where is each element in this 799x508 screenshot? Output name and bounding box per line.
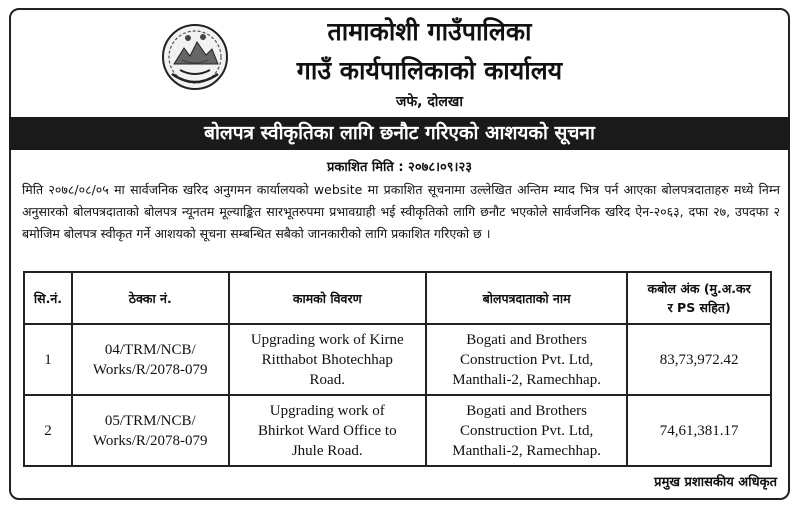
notice-body: मिति २०७८/०८/०५ मा सार्वजनिक खरिद अनुगमन कार्यालयको website मा प्रकाशित सूचनामा उल्लेखित अन्तिम म्याद भित्र पर्न आएका बोलपत्रदाताहरु मध्ये निम्न अनुसारको बोलपत्रदाताको बोलपत्र न्यूनतम मूल्याङ्कित सारभूतरुपमा प्रभावग्राही भई स्वीकृतिको लागि छनौट भएकोले सार्वजनिक खरिद ऐन-२०६३, दफा २७, उपदफा २ बमोजिम बोलपत्र स्वीकृत गर्ने आशयको सूचना सम्बन्धित सबैको जानकारीको लागि प्रकाशित गरिएको छ । — [22, 182, 780, 241]
table-row — [24, 395, 771, 466]
row-contract: 05/TRM/NCB/ Works/R/2078-079 — [72, 395, 229, 466]
table-header-row — [24, 272, 771, 324]
published-date: प्रकाशित मिति : २०७८।०९।२३ — [327, 160, 472, 175]
bid-table — [23, 271, 772, 467]
office-address: जफे, दोलखा — [395, 94, 463, 110]
table-row — [24, 324, 771, 395]
signatory-title: प्रमुख प्रशासकीय अधिकृत — [654, 475, 777, 490]
header-bidder: बोलपत्रदाताको नाम — [426, 272, 627, 324]
row-contract: 04/TRM/NCB/ Works/R/2078-079 — [72, 324, 229, 395]
municipality-title: तामाकोशी गाउँपालिका — [327, 17, 532, 46]
row-bidder: Bogati and Brothers Construction Pvt. Ltd, Manthali-2, Ramechhap. — [426, 395, 627, 466]
header-contract: ठेक्का नं. — [72, 272, 229, 324]
row-sn: 1 — [24, 324, 72, 395]
header-amount: कबोल अंक (मु.अ.कर र PS सहित) — [627, 272, 771, 324]
row-amount: 74,61,381.17 — [627, 395, 771, 466]
row-sn: 2 — [24, 395, 72, 466]
header-work: कामको विवरण — [229, 272, 426, 324]
row-bidder: Bogati and Brothers Construction Pvt. Ltd, Manthali-2, Ramechhap. — [426, 324, 627, 395]
row-work: Upgrading work of Kirne Ritthabot Bhotechhap Road. — [229, 324, 426, 395]
row-work: Upgrading work of Bhirkot Ward Office to Jhule Road. — [229, 395, 426, 466]
row-amount: 83,73,972.42 — [627, 324, 771, 395]
notice-banner: बोलपत्र स्वीकृतिका लागि छनौट गरिएको आशयको सूचना — [9, 117, 790, 150]
header-sn: सि.नं. — [24, 272, 72, 324]
office-title: गाउँ कार्यपालिकाको कार्यालय — [296, 56, 563, 85]
